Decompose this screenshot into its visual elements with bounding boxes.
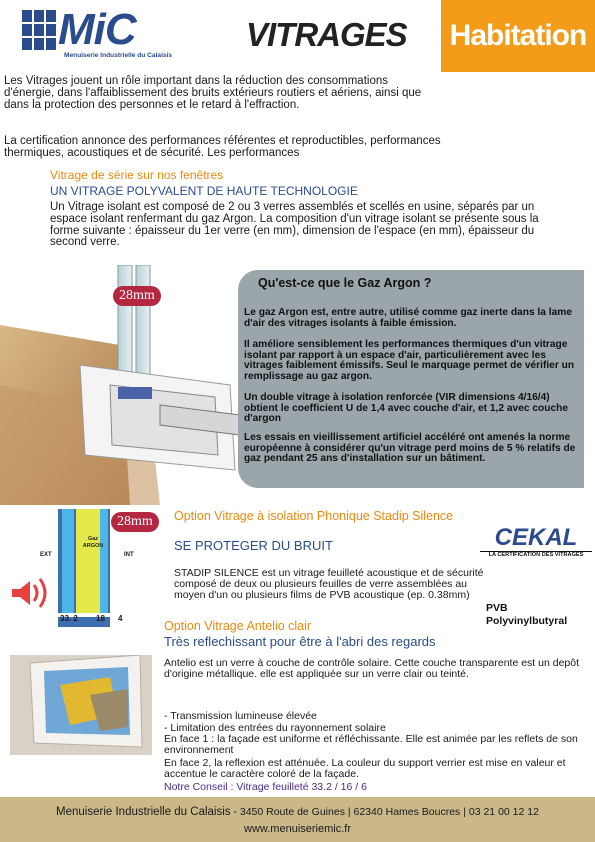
pvb-note bbox=[486, 602, 567, 628]
footer-bar bbox=[0, 797, 595, 842]
pvb-abbr: PVB bbox=[486, 602, 508, 614]
footer-website[interactable]: www.menuiseriemic.fr bbox=[244, 823, 351, 835]
antelio-title: Option Vitrage Antelio clair bbox=[164, 619, 312, 633]
phonique-subtitle: SE PROTEGER DU BRUIT bbox=[174, 538, 333, 553]
logo-subtitle: Menuiserie Industrielle du Calaisis bbox=[64, 52, 173, 59]
antelio-face-1: En face 1 : la façade est uniforme et réfléchissante. Elle est animée par les reflets de son environnement bbox=[164, 733, 578, 756]
dim-3: 4 bbox=[118, 614, 123, 623]
phonique-title: Option Vitrage à isolation Phonique Stadip Silence bbox=[174, 509, 454, 523]
antelio-point-1: - Transmission lumineuse élevée bbox=[164, 710, 317, 722]
argon-title: Qu'est-ce que le Gaz Argon ? bbox=[258, 276, 432, 290]
antelio-subtitle: Très reflechissant pour être à l'abri des regards bbox=[164, 634, 436, 649]
footer-address-line bbox=[0, 806, 595, 818]
argon-paragraph-2: Il améliore sensiblement les performances thermiques d'un vitrage isolant par rapport à un espace d'air, particulièrement avec les vitrages faiblement émissifs. Seul le marquage permet de vérifier un remplissage au gaz argon. bbox=[244, 339, 575, 382]
brand-text: VITRAGES bbox=[246, 16, 407, 53]
pvb-full: Polyvinylbutyral bbox=[486, 615, 568, 627]
diagram-int-label: INT bbox=[124, 552, 134, 558]
diagram-ext-label: EXT bbox=[40, 552, 52, 558]
logo-wordmark: MiC bbox=[58, 5, 136, 54]
section-label: Habitation bbox=[441, 0, 595, 72]
thickness-badge-2: 28mm bbox=[111, 512, 159, 532]
dim-1: 33. 2 bbox=[60, 614, 78, 623]
stadip-text: STADIP SILENCE est un vitrage feuilleté acoustique et de sécurité composé de deux ou plusieurs feuilles de verre assemblées au moyen d'un ou plusieurs films de PVB acoustique (ep. 0.38mm) bbox=[174, 567, 484, 601]
window-photo bbox=[10, 655, 152, 755]
antelio-text: Antelio est un verre à couche de contrôle solaire. Cette couche transparente est un depôt d'origine métallique. elle est appliquée sur un verre clair ou teinté. bbox=[164, 657, 580, 680]
serie-text: Un Vitrage isolant est composé de 2 ou 3 verres assemblés et scellés en usine, séparés par un espace isolant renfermant du gaz Argon. La composition d'un vitrage isolant se présente sous la forme suivante : épaisseur du 1er verre (en mm), dimension de l'espace (en mm), épaisseur du second verre. bbox=[50, 201, 539, 249]
cekal-logo bbox=[480, 525, 592, 561]
argon-paragraph-4: Les essais en vieillissement artificiel accéléré ont amenés la norme européenne à considérer qu'un vitrage perd moins de 5 % relatifs de gaz pendant 25 ans d'installation sur un bâtiment. bbox=[244, 432, 576, 465]
brand-title bbox=[246, 16, 407, 54]
thickness-badge: 28mm bbox=[113, 286, 161, 306]
footer-address: - 3450 Route de Guines | 62340 Hames Boucres | 03 21 00 12 12 bbox=[230, 806, 539, 818]
diagram-gas-label: Gaz ARGON bbox=[82, 536, 104, 549]
cekal-tagline: LA CERTIFICATION DES VITRAGES bbox=[480, 551, 592, 558]
cekal-name: CEKAL bbox=[494, 524, 578, 551]
footer-company: Menuiserie Industrielle du Calaisis bbox=[56, 806, 231, 818]
antelio-point-2: - Limitation des entrées du rayonnement solaire bbox=[164, 722, 386, 734]
logo-grid-icon bbox=[20, 8, 60, 58]
argon-paragraph-3: Un double vitrage à isolation renforcée (VIR dimensions 4/16/4) obtient le coefficient U de 1,4 avec couche d'air, et 1,2 avec couche d'argon bbox=[244, 392, 569, 425]
argon-paragraph-1: Le gaz Argon est, entre autre, utilisé comme gaz inerte dans la lame d'air des vitrages isolants à faible émission. bbox=[244, 307, 572, 329]
serie-title: Vitrage de série sur nos fenêtres bbox=[50, 168, 224, 182]
antelio-face-2: En face 2, la reflexion est atténuée. La couleur du support verrier est mise en valeur et accentue le caractère coloré de la façade. bbox=[164, 757, 566, 780]
conseil-note: Notre Conseil : Vitrage feuilleté 33.2 / 16 / 6 bbox=[164, 781, 367, 793]
mic-logo bbox=[20, 5, 210, 64]
serie-subtitle: UN VITRAGE POLYVALENT DE HAUTE TECHNOLOGIE bbox=[50, 184, 358, 198]
dim-2: 18 bbox=[96, 614, 105, 623]
intro-paragraph-1: Les Vitrages jouent un rôle important dans la réduction des consommations d'énergie, dans l'affaiblissement des bruits extérieurs routiers et aériens, ainsi que dans la protection des personnes et le retard à l'effraction. bbox=[4, 75, 422, 111]
intro-paragraph-2: La certification annonce des performances référentes et reproductibles, performances thermiques, acoustiques et de sécurité. Les performances bbox=[4, 135, 441, 159]
